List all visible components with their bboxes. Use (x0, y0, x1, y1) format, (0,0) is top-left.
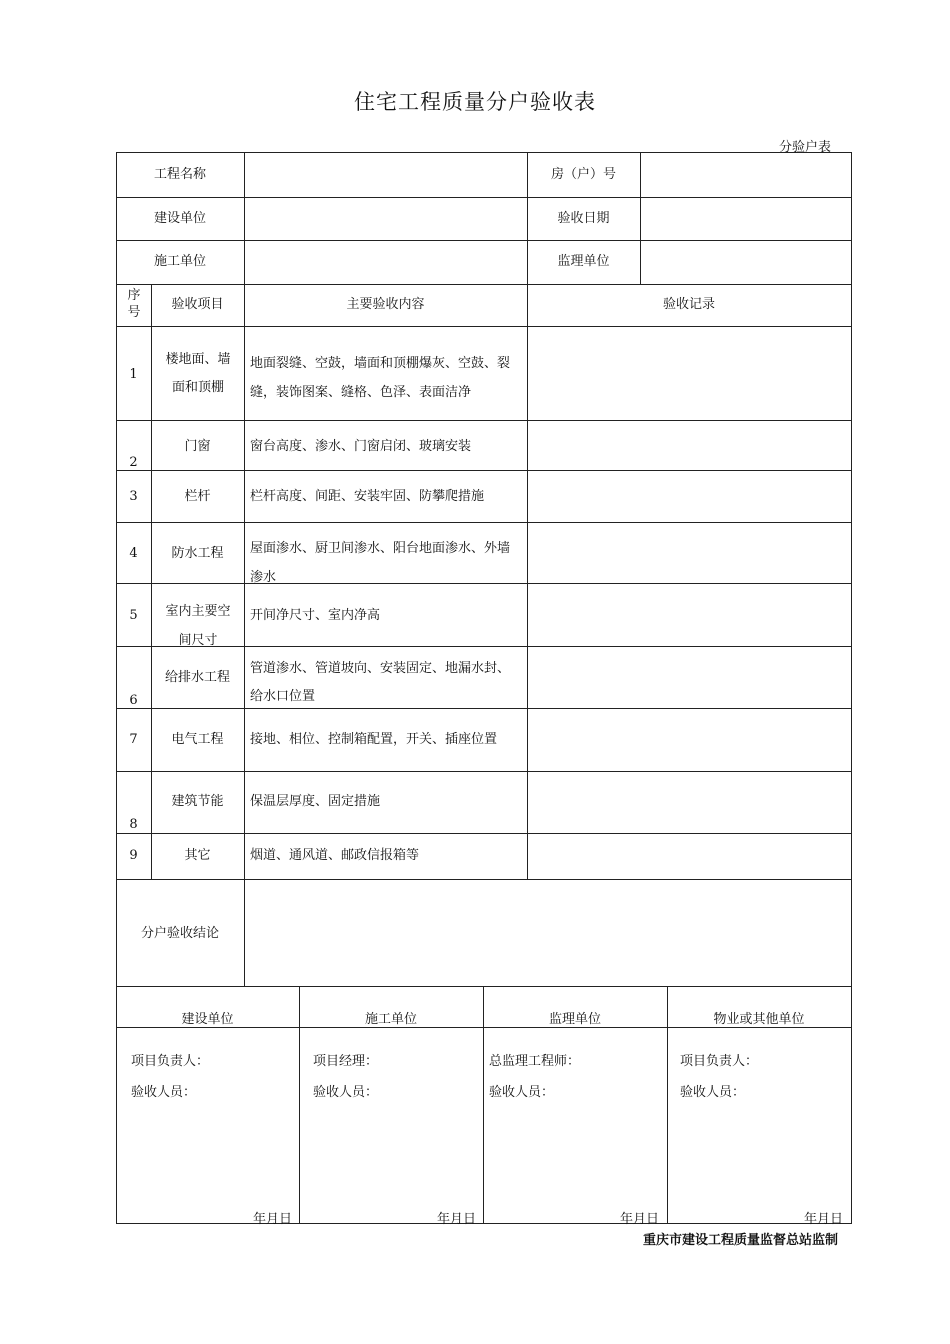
row-no: 5 (129, 608, 138, 623)
signature-date: 年月日 (620, 1212, 660, 1227)
accept-date-label: 验收日期 (557, 211, 610, 226)
signature-line-inspectors: 验收人员： (313, 1085, 379, 1100)
row-item: 防水工程 (171, 546, 224, 561)
column-header-record: 验收记录 (662, 297, 715, 312)
row-item: 建筑节能 (171, 794, 224, 809)
footer-note: 重庆市建设工程质量监督总站监制 (642, 1233, 838, 1248)
row-content: 保温层厚度、固定措施 (250, 794, 381, 809)
signature-unit-builder: 建设单位 (181, 1012, 234, 1027)
signature-line-project-manager: 项目经理： (313, 1054, 379, 1069)
row-no: 8 (129, 817, 138, 832)
signature-date: 年月日 (804, 1212, 844, 1227)
row-item: 室内主要空间尺寸 (165, 604, 231, 648)
signature-line-inspectors: 验收人员： (131, 1085, 197, 1100)
form-title: 住宅工程质量分户验收表 (354, 90, 596, 114)
row-no: 2 (129, 455, 138, 470)
signature-unit-contractor: 施工单位 (364, 1012, 417, 1027)
signature-line-project-lead: 项目负责人： (131, 1054, 210, 1069)
signature-unit-property: 物业或其他单位 (713, 1012, 805, 1027)
signature-line-chief-supervisor: 总监理工程师： (489, 1054, 581, 1069)
signature-unit-supervisor: 监理单位 (548, 1012, 601, 1027)
form-code: 分验户表 (778, 140, 831, 155)
signature-date: 年月日 (437, 1212, 477, 1227)
row-content: 栏杆高度、间距、安装牢固、防攀爬措施 (250, 489, 485, 504)
supervisor-label: 监理单位 (557, 254, 610, 269)
row-item: 给排水工程 (164, 670, 230, 685)
row-content: 窗台高度、渗水、门窗启闭、玻璃安装 (250, 439, 472, 454)
column-header-item: 验收项目 (171, 297, 224, 312)
row-item: 其它 (184, 848, 211, 863)
room-no-label: 房（户）号 (550, 167, 616, 182)
conclusion-label: 分户验收结论 (140, 926, 219, 941)
signature-line-project-lead: 项目负责人： (680, 1054, 759, 1069)
row-item: 楼地面、墙面和顶棚 (165, 352, 231, 395)
column-header-no: 序号 (127, 288, 141, 320)
row-content: 地面裂缝、空鼓，墙面和顶棚爆灰、空鼓、裂缝，装饰图案、缝格、色泽、表面洁净 (250, 356, 511, 400)
project-name-label: 工程名称 (153, 167, 206, 182)
column-header-content: 主要验收内容 (346, 297, 425, 312)
row-no: 1 (129, 367, 138, 382)
row-content: 接地、相位、控制箱配置，开关、插座位置 (250, 732, 498, 747)
row-no: 3 (129, 489, 138, 504)
signature-line-inspectors: 验收人员： (680, 1085, 746, 1100)
row-content: 烟道、通风道、邮政信报箱等 (250, 848, 420, 863)
signature-line-inspectors: 验收人员： (489, 1085, 555, 1100)
row-item: 电气工程 (171, 732, 224, 747)
row-no: 9 (129, 848, 138, 863)
row-item: 栏杆 (184, 489, 211, 504)
row-content: 开间净尺寸、室内净高 (250, 608, 381, 623)
row-no: 7 (129, 732, 138, 747)
row-no: 4 (129, 546, 138, 561)
row-no: 6 (129, 693, 138, 708)
contractor-label: 施工单位 (153, 254, 206, 269)
signature-date: 年月日 (253, 1212, 293, 1227)
row-item: 门窗 (184, 439, 211, 454)
row-content: 管道渗水、管道坡向、安装固定、地漏水封、给水口位置 (250, 661, 511, 704)
row-content: 屋面渗水、厨卫间渗水、阳台地面渗水、外墙渗水 (250, 541, 511, 585)
builder-label: 建设单位 (153, 211, 206, 226)
